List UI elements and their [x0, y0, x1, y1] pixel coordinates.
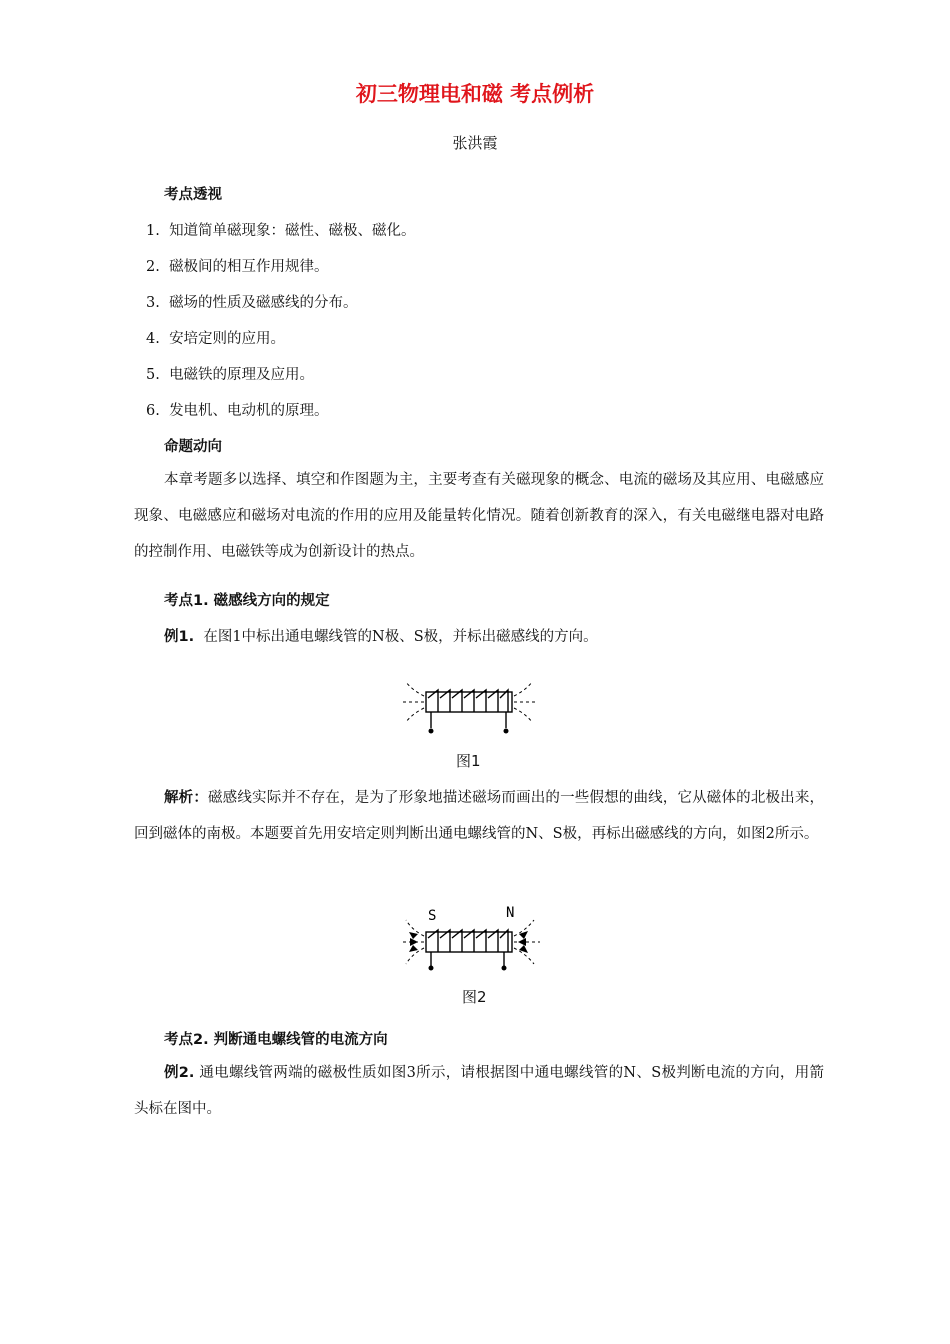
- example1-text: 在图1中标出通电螺线管的N极、S极，并标出磁感线的方向。: [203, 629, 598, 645]
- list-item-text: 磁极间的相互作用规律。: [169, 259, 329, 275]
- solenoid-core: [426, 692, 512, 712]
- solenoid-coils: [428, 690, 508, 712]
- figure2-label-s: S: [428, 908, 437, 924]
- list-item: [146, 327, 285, 348]
- figure1-caption: 图1: [456, 752, 481, 770]
- trends-paragraph: 本章考题多以选择、填空和作图题为主，主要考查有关磁现象的概念、电流的磁场及其应用、电磁感应现象、电磁感应和磁场对电流的作用的应用及能量转化情况。随着创新教育的深入，有关电磁继电器对电路的控制作用、电磁铁等成为创新设计的热点。: [134, 472, 824, 560]
- list-item-number: 6.: [146, 403, 160, 419]
- figure2-label-n: N: [506, 905, 515, 921]
- list-item-number: 2.: [146, 259, 160, 275]
- point2-heading: 考点2. 判断通电螺线管的电流方向: [164, 1032, 388, 1048]
- example2-text: 通电螺线管两端的磁极性质如图3所示，请根据图中通电螺线管的N、S极判断电流的方向，用箭头标在图中。: [134, 1065, 824, 1117]
- figure2-solenoid-with-poles: [398, 904, 548, 974]
- list-item-number: 3.: [146, 295, 160, 311]
- list-item-number: 1.: [146, 223, 160, 239]
- point1-heading: 考点1. 磁感线方向的规定: [164, 593, 330, 609]
- list-item: [146, 399, 329, 420]
- author-name: 张洪霞: [452, 134, 498, 152]
- section-heading-exam-overview: 考点透视: [164, 187, 222, 203]
- solenoid-core: [426, 932, 512, 952]
- list-item-text: 磁场的性质及磁感线的分布。: [169, 295, 358, 311]
- figure1-solenoid: [398, 676, 544, 740]
- example1: [164, 625, 598, 646]
- list-item-text: 知道简单磁现象：磁性、磁极、磁化。: [169, 223, 416, 239]
- page-title: 初三物理电和磁 考点例析: [355, 82, 595, 106]
- list-item-number: 4.: [146, 331, 160, 347]
- list-item-text: 电磁铁的原理及应用。: [169, 367, 315, 383]
- solenoid-coils: [428, 930, 508, 952]
- list-item: [146, 291, 358, 312]
- example2-label: 例2.: [164, 1065, 195, 1081]
- analysis-text: 磁感线实际并不存在，是为了形象地描述磁场而画出的一些假想的曲线，它从磁体的北极出来，回到磁体的南极。本题要首先用安培定则判断出通电螺线管的N、S极，再标出磁感线的方向，如图2所示。: [134, 790, 825, 842]
- figure2-caption: 图2: [462, 988, 487, 1006]
- example2-paragraph: [134, 1055, 824, 1127]
- list-item-number: 5.: [146, 367, 160, 383]
- list-item: [146, 363, 314, 384]
- list-item: [146, 219, 416, 240]
- list-item-text: 安培定则的应用。: [169, 331, 286, 347]
- list-item-text: 发电机、电动机的原理。: [169, 403, 329, 419]
- analysis-paragraph: [134, 780, 824, 852]
- list-item: [146, 255, 329, 276]
- analysis-label: 解析：: [164, 790, 209, 806]
- section-heading-question-trends: 命题动向: [164, 439, 222, 455]
- example1-label: 例1.: [164, 629, 195, 645]
